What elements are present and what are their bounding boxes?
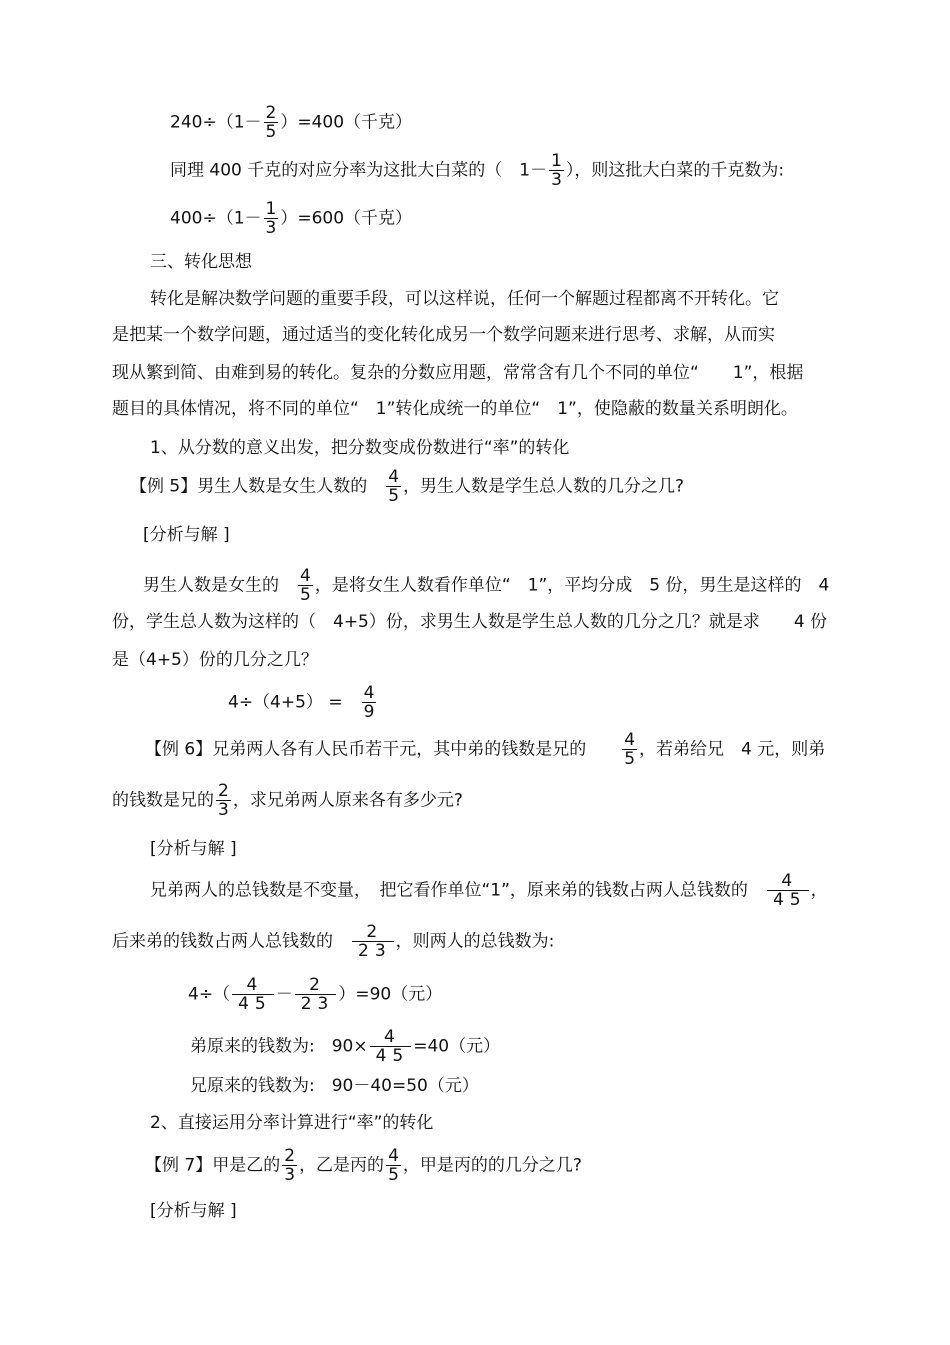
fraction: $\frac{2}{3}$: [218, 781, 229, 820]
analysis-label: [分析与解 ]: [143, 525, 230, 545]
solution-line: 兄弟两人的总钱数是不变量， 把它看作单位“1”，原来弟的钱数占两人总钱数的 $\frac{4}{45}$ ，: [150, 871, 828, 910]
fraction: $\frac{4}{45}$: [370, 1028, 412, 1065]
fraction: $\frac{2}{23}$: [352, 923, 394, 960]
example-7: 【例 7】甲是乙的 $\frac{2}{3}$ ，乙是丙的 $\frac{4}{5}$ ，甲是丙的的几分之几?: [145, 1146, 582, 1185]
fraction: $\frac{1}{3}$: [265, 199, 277, 238]
solution-line: 份，学生总人数为这样的（ 4+5）份，求男生人数是学生总人数的几分之几？就是求 4 份: [112, 612, 828, 632]
fraction: $\frac{4}{9}$: [363, 683, 375, 722]
fraction: $\frac{4}{5}$: [300, 566, 311, 605]
solution-line: 后来弟的钱数占两人总钱数的 $\frac{2}{23}$ ，则两人的总钱数为:: [112, 922, 555, 961]
analysis-label: [分析与解 ]: [150, 839, 237, 859]
fraction: $\frac{4}{45}$: [767, 872, 809, 909]
fraction: $\frac{4}{5}$: [388, 467, 400, 506]
formula-line: 4÷（4+5） = $\frac{4}{9}$: [228, 683, 375, 722]
section-heading: 三、转化思想: [150, 252, 252, 272]
fraction: $\frac{2}{3}$: [284, 1146, 296, 1185]
text-line: 同理 400 千克的对应分率为这批大白菜的（ 1－ $\frac{1}{3}$ ），则这批大白菜的千克数为:: [170, 151, 785, 190]
fraction: $\frac{4}{5}$: [388, 1146, 399, 1185]
paragraph-line: 现从繁到简、由难到易的转化。复杂的分数应用题，常常含有几个不同的单位“ 1”，根据: [112, 363, 804, 383]
example-6: 【例 6】兄弟两人各有人民币若干元，其中弟的钱数是兄的 $\frac{4}{5}$ ，若弟给兄 4 元，则弟: [145, 730, 826, 769]
formula-line: 240÷（1－ $\frac{2}{5}$ ）=400（千克）: [170, 103, 413, 142]
subsection-heading: 1、从分数的意义出发，把分数变成份数进行“率”的转化: [150, 438, 570, 458]
fraction: $\frac{1}{3}$: [551, 151, 562, 190]
fraction: $\frac{2}{5}$: [265, 103, 277, 142]
example-5: 【例 5】男生人数是女生人数的 $\frac{4}{5}$ ，男生人数是学生总人数的几分之几?: [130, 467, 685, 506]
formula-line: 400÷（1－ $\frac{1}{3}$ ）=600（千克）: [170, 199, 413, 238]
formula-line: 弟原来的钱数为: 90× $\frac{4}{45}$ =40（元）: [190, 1027, 501, 1066]
formula-line: 兄原来的钱数为: 90－40=50（元）: [190, 1076, 479, 1096]
solution-line: 男生人数是女生的 $\frac{4}{5}$ ，是将女生人数看作单位“ 1”，平均分成 5 份，男生是这样的 4: [143, 566, 830, 605]
paragraph-line: 是把某一个数学问题，通过适当的变化转化成另一个数学问题来进行思考、求解，从而实: [112, 325, 775, 345]
paragraph-line: 题目的具体情况，将不同的单位“ 1”转化成统一的单位“ 1”，使隐蔽的数量关系明朗化。: [112, 399, 798, 419]
fraction: $\frac{2}{23}$: [295, 976, 337, 1013]
solution-line: 是（4+5）份的几分之几？: [112, 650, 318, 670]
fraction: $\frac{4}{45}$: [232, 976, 274, 1013]
formula-line: 4÷（ $\frac{4}{45}$ － $\frac{2}{23}$ ）=90（元）: [188, 975, 443, 1014]
subsection-heading: 2、直接运用分率计算进行“率”的转化: [150, 1113, 434, 1133]
analysis-label: [分析与解 ]: [150, 1201, 237, 1221]
paragraph-line: 转化是解决数学问题的重要手段，可以这样说，任何一个解题过程都离不开转化。它: [150, 289, 779, 309]
example-6: 的钱数是兄的 $\frac{2}{3}$ ，求兄弟两人原来各有多少元?: [112, 781, 463, 820]
fraction: $\frac{4}{5}$: [624, 730, 636, 769]
